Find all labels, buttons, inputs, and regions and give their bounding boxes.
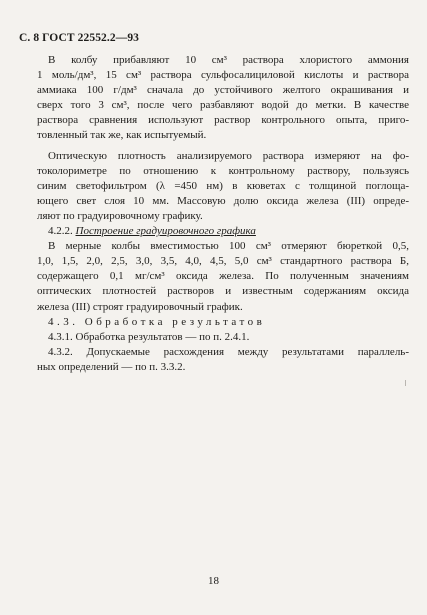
section-heading-4-2-2 xyxy=(37,224,409,239)
text-line: 1 моль/дм³, 15 см³ раствора сульфосалициловой кислоты и раствора xyxy=(37,69,409,82)
text-line: оптических плотностей растворов и известным содержаниям оксида xyxy=(37,285,409,298)
text-line: товленный так же, как испытуемый. xyxy=(37,129,207,142)
text-line: ющего свет слоя 10 мм. Массовую долю оксида железа (III) опреде- xyxy=(37,194,409,207)
text-line: раствора сравнения используют раствор контрольного опыта, приго- xyxy=(37,114,409,127)
document-body xyxy=(37,53,409,375)
section-number: 4.2.2. xyxy=(48,225,73,238)
text-line: В мерные колбы вместимостью 100 см³ отмеряют бюреткой 0,5, xyxy=(48,240,409,253)
page-number: 18 xyxy=(208,575,219,587)
text-line: 1,0, 1,5, 2,0, 2,5, 3,0, 3,5, 4,0, 4,5, 5,0 см³ стандартного раствора Б, xyxy=(37,255,409,268)
text-line: содержащего 0,1 мг/см³ оксида железа. По полученным значениям xyxy=(37,270,409,283)
text-line: токолориметре по отношению к контрольному раствору, пользуясь xyxy=(37,164,409,177)
section-4-3-1: 4.3.1. Обработка результатов — по п. 2.4.1. xyxy=(48,330,250,343)
scan-speck xyxy=(405,380,406,386)
text-line: синим светофильтром (λ =450 нм) в кюветах с толщиной поглоща- xyxy=(37,179,409,192)
text-line: 4.3.2. Допускаемые расхождения между результатами параллель- xyxy=(48,345,409,358)
text-line: ных определений — по п. 3.3.2. xyxy=(37,360,186,373)
section-heading-4-3: 4.3. Обработка результатов xyxy=(48,315,266,328)
text-line: В колбу прибавляют 10 см³ раствора хлористого аммония xyxy=(48,54,409,66)
text-line: сверх того 3 см³, после чего разбавляют водой до метки. В качестве xyxy=(37,99,409,112)
text-line: аммиака 100 г/дм³ сначала до устойчивого желтого окрашивания и xyxy=(37,84,409,97)
text-line: железа (III) строят градуировочный график. xyxy=(37,300,243,313)
text-line: Оптическую плотность анализируемого раствора измеряют на фо- xyxy=(48,149,409,162)
text-line: ляют по градуировочному графику. xyxy=(37,209,203,222)
page-header: С. 8 ГОСТ 22552.2—93 xyxy=(19,32,140,44)
section-title: Построение градуировочного графика xyxy=(75,225,256,238)
